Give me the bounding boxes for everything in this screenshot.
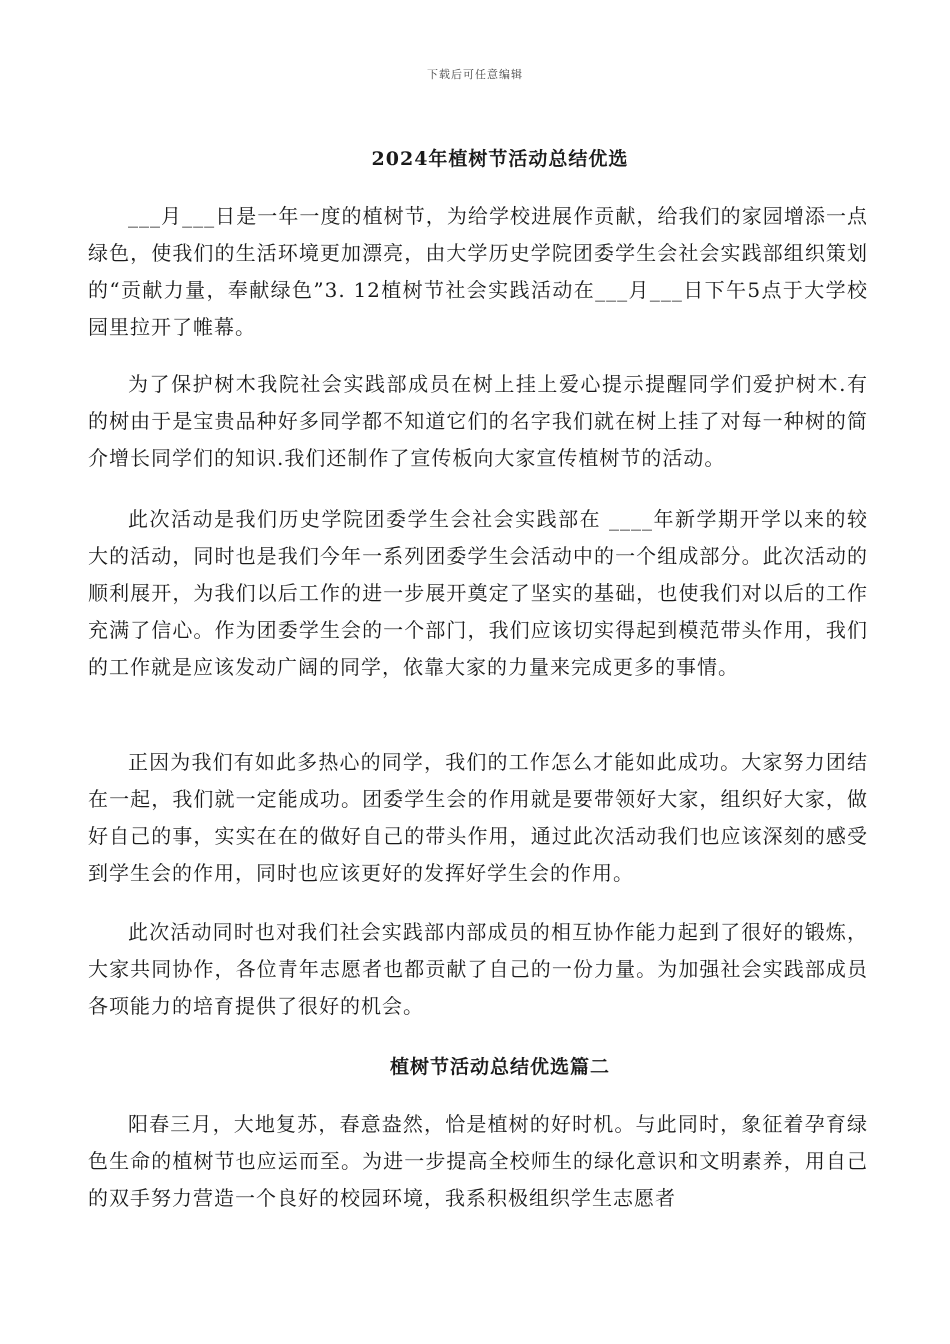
paragraph: 为了保护树木我院社会实践部成员在树上挂上爱心提示提醒同学们爱护树木.有的树由于是宝贵品种好多同学都不知道它们的名字我们就在树上挂了对每一种树的简介增长同学们的知识.我们还制作了宣传板向大家宣传植树节的活动。 <box>88 372 868 470</box>
document-title: 2024年植树节活动总结优选 <box>371 148 629 170</box>
paragraph: 正因为我们有如此多热心的同学，我们的工作怎么才能如此成功。大家努力团结在一起，我们就一定能成功。团委学生会的作用就是要带领好大家，组织好大家，做好自己的事，实实在在的做好自己的带头作用，通过此次活动我们也应该深刻的感受到学生会的作用，同时也应该更好的发挥好学生会的作用。 <box>88 750 868 885</box>
paragraph: 此次活动同时也对我们社会实践部内部成员的相互协作能力起到了很好的锻炼，大家共同协作，各位青年志愿者也都贡献了自己的一份力量。为加强社会实践部成员各项能力的培育提供了很好的机会。 <box>88 920 868 1018</box>
paragraph: 此次活动是我们历史学院团委学生会社会实践部在 ____年新学期开学以来的较大的活动，同时也是我们今年一系列团委学生会活动中的一个组成部分。此次活动的顺利展开，为我们以后工作的进一步展开奠定了坚实的基础，也使我们对以后的工作充满了信心。作为团委学生会的一个部门，我们应该切实得起到模范带头作用，我们的工作就是应该发动广阔的同学，依靠大家的力量来完成更多的事情。 <box>88 507 868 679</box>
header-note: 下载后可任意编辑 <box>427 68 523 81</box>
paragraph: 阳春三月，大地复苏，春意盎然，恰是植树的好时机。与此同时，象征着孕育绿色生命的植树节也应运而至。为进一步提高全校师生的绿化意识和文明素养，用自己的双手努力营造一个良好的校园环境，我系积极组织学生志愿者 <box>88 1112 868 1210</box>
paragraph: ___月___日是一年一度的植树节，为给学校进展作贡献，给我们的家园增添一点绿色，使我们的生活环境更加漂亮，由大学历史学院团委学生会社会实践部组织策划的“贡献力量，奉献绿色”3. 12植树节社会实践活动在___月___日下午5点于大学校园里拉开了帷幕。 <box>88 204 868 339</box>
section-title: 植树节活动总结优选篇二 <box>389 1056 610 1078</box>
